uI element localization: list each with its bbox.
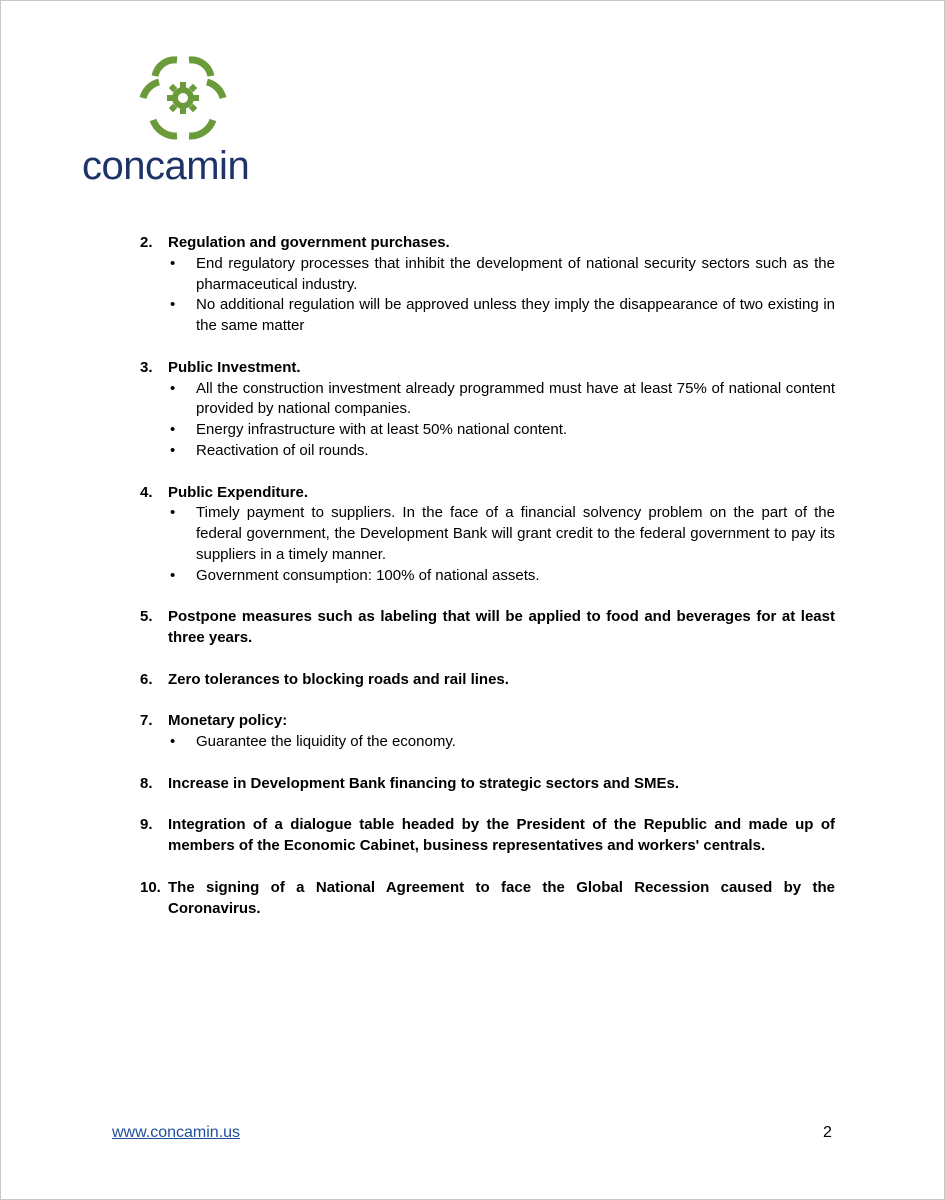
bullet-text: End regulatory processes that inhibit the development of national security sectors such as the pharmaceutical industry.	[196, 254, 835, 293]
bullet-item	[168, 379, 835, 421]
item-heading: Public Investment.	[168, 358, 301, 376]
item-heading: Public Expenditure.	[168, 483, 309, 501]
list-item	[140, 774, 835, 795]
bullet-text: Government consumption: 100% of national assets.	[196, 566, 540, 584]
item-number: 7.	[140, 712, 153, 730]
bullet-text: All the construction investment already programmed must have at least 75% of national content provided by national companies.	[196, 379, 835, 418]
bullet-icon: •	[170, 379, 176, 397]
bullet-icon: •	[170, 504, 176, 522]
item-number: 9.	[140, 816, 153, 834]
bullet-item	[168, 441, 835, 462]
item-heading: Regulation and government purchases.	[168, 234, 450, 251]
bullet-item	[168, 295, 835, 337]
bullet-text: Guarantee the liquidity of the economy.	[196, 733, 456, 751]
bullet-item	[168, 503, 835, 565]
item-number: 3.	[140, 358, 153, 376]
list-item	[140, 233, 835, 337]
list-item	[140, 670, 835, 691]
item-heading: Increase in Development Bank financing to strategic sectors and SMEs.	[168, 774, 679, 792]
bullet-text: Energy infrastructure with at least 50% national content.	[196, 421, 568, 439]
item-heading: Postpone measures such as labeling that will be applied to food and beverages for at least three years.	[168, 608, 835, 647]
bullet-text: Reactivation of oil rounds.	[196, 441, 369, 459]
list-item	[140, 358, 835, 462]
bullet-list	[168, 379, 835, 462]
footer-website-link[interactable]: www.concamin.us	[112, 1124, 241, 1141]
bullet-text: Timely payment to suppliers. In the face of a financial solvency problem on the part of the federal government, the Development Bank will grant credit to the federal government to pay its suppliers in a timely manner.	[196, 504, 835, 563]
bullet-list	[168, 503, 835, 586]
bullet-list	[168, 254, 835, 337]
item-number: 6.	[140, 670, 153, 688]
bullet-text: No additional regulation will be approved unless they imply the disappearance of two existing in the same matter	[196, 296, 835, 335]
gear-logo-icon	[137, 54, 229, 140]
page-number: 2	[823, 1124, 832, 1141]
item-heading: Integration of a dialogue table headed by the President of the Republic and made up of members of the Economic Cabinet, business representatives and workers' centrals.	[168, 816, 835, 855]
bullet-icon: •	[170, 296, 176, 314]
list-item	[140, 483, 835, 587]
item-number: 2.	[140, 234, 153, 251]
list-item	[140, 815, 835, 857]
item-number: 8.	[140, 774, 153, 792]
concamin-logo	[82, 54, 292, 189]
bullet-icon: •	[170, 733, 176, 751]
list-item	[140, 878, 835, 920]
item-number: 4.	[140, 483, 153, 501]
bullet-item	[168, 732, 835, 753]
bullet-list	[168, 732, 835, 753]
bullet-icon: •	[170, 566, 176, 584]
logo-wordmark: concamin	[82, 144, 250, 188]
list-item	[140, 711, 835, 753]
item-number: 10.	[140, 878, 161, 896]
item-heading: Monetary policy:	[168, 712, 288, 730]
list-item	[140, 607, 835, 649]
bullet-item	[168, 420, 835, 441]
item-number: 5.	[140, 608, 153, 626]
item-heading: Zero tolerances to blocking roads and rail lines.	[168, 670, 509, 688]
bullet-icon: •	[170, 441, 176, 459]
bullet-icon: •	[170, 254, 176, 272]
bullet-item	[168, 566, 835, 587]
item-heading: The signing of a National Agreement to face the Global Recession caused by the Coronavirus.	[168, 878, 835, 917]
bullet-item	[168, 254, 835, 296]
document-body	[140, 233, 835, 919]
bullet-icon: •	[170, 421, 176, 439]
